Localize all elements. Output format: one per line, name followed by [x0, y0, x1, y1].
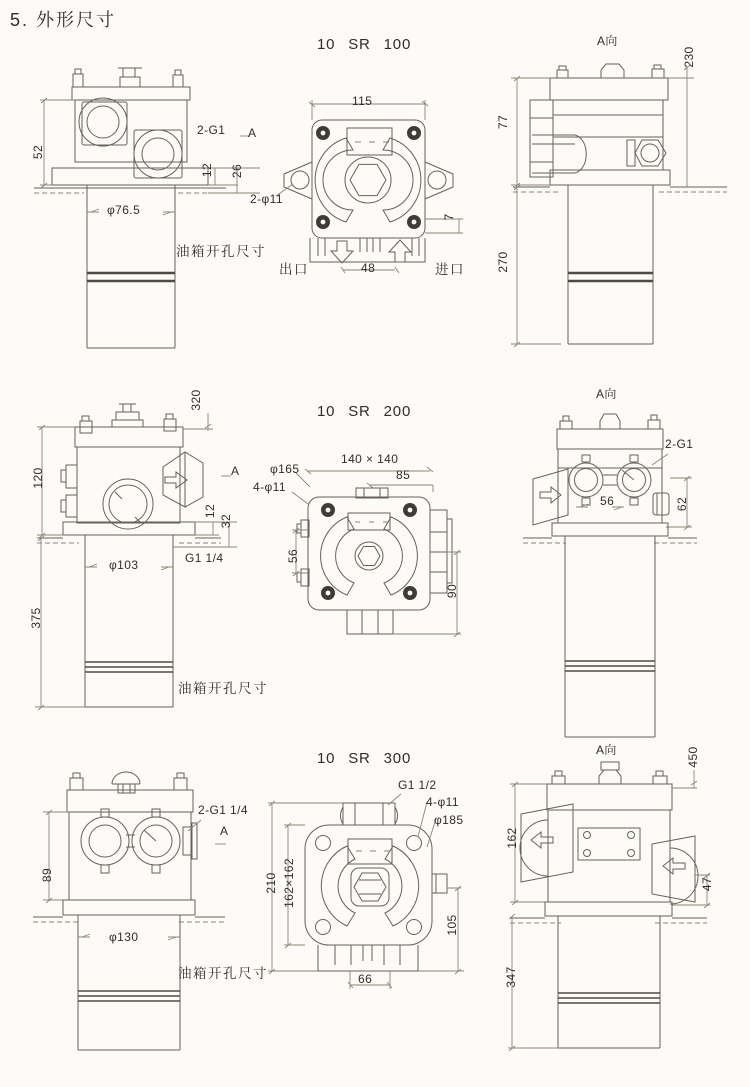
dim-sr300-top-105: 105: [445, 914, 459, 936]
dim-sr200-front-120: 120: [31, 467, 45, 489]
label-sr200-side-ports: 2-G1: [665, 437, 694, 451]
label-sr300-front-view-a: A: [220, 824, 229, 838]
dim-sr300-side-47: 47: [700, 876, 714, 892]
dim-sr200-top-90: 90: [445, 583, 459, 599]
dim-sr100-front-tube-dia: φ76.5: [107, 203, 141, 217]
dim-sr300-side-347: 347: [504, 966, 518, 988]
dim-sr200-top-circle-dia: φ165: [270, 462, 300, 476]
sr200-side-drawing: [510, 385, 730, 745]
dim-sr300-side-162: 162: [505, 827, 519, 849]
dim-sr100-top-7: 7: [442, 213, 456, 221]
page-title: 5. 外形尺寸: [10, 10, 117, 30]
label-sr300-top-holes: 4-φ11: [426, 795, 459, 809]
label-sr300-top-port: G1 1/2: [398, 778, 437, 792]
dim-sr200-top-flange: 140 × 140: [341, 452, 399, 466]
dim-sr300-top-circle-dia: φ185: [434, 813, 464, 827]
model-title-sr300: 10 SR 300: [317, 750, 412, 767]
label-sr200-top-holes: 4-φ11: [253, 480, 286, 494]
dim-sr100-top-48: 48: [361, 261, 376, 275]
dim-sr100-side-77: 77: [496, 114, 510, 130]
label-sr200-front-port: G1 1/4: [185, 551, 224, 565]
dim-sr300-top-flange: 162×162: [282, 858, 296, 908]
dim-sr300-front-89: 89: [40, 867, 54, 883]
sr100-side-drawing: [495, 22, 745, 352]
label-sr100-top-inlet: 进口: [435, 262, 465, 277]
dim-sr100-front-52: 52: [31, 144, 45, 160]
model-title-sr100: 10 SR 100: [317, 36, 412, 53]
model-title-sr200: 10 SR 200: [317, 403, 412, 420]
label-sr100-front-ports: 2-G1: [197, 123, 226, 137]
dim-sr300-front-tube-dia: φ130: [109, 930, 139, 944]
dim-sr200-front-32: 32: [219, 513, 233, 529]
dim-sr200-side-56: 56: [600, 494, 615, 508]
label-sr100-side-view-a: A向: [597, 34, 618, 48]
dim-sr200-front-320: 320: [189, 389, 203, 411]
note-sr300-tank-cutout: 油箱开孔尺寸: [178, 966, 268, 981]
dim-sr100-front-12: 12: [200, 162, 214, 178]
dim-sr300-top-66: 66: [358, 972, 373, 986]
dim-sr200-top-85: 85: [396, 468, 411, 482]
sr300-side-drawing: [495, 740, 725, 1070]
dim-sr100-front-26: 26: [230, 163, 244, 179]
dim-sr200-side-62: 62: [675, 496, 689, 512]
label-sr100-front-view-a: A: [248, 126, 257, 140]
note-sr200-tank-cutout: 油箱开孔尺寸: [178, 681, 268, 696]
label-sr100-top-holes: 2-φ11: [250, 192, 283, 206]
dim-sr200-front-12: 12: [203, 503, 217, 519]
note-sr100-tank-cutout: 油箱开孔尺寸: [176, 244, 266, 259]
dim-sr200-front-tube-dia: φ103: [109, 558, 139, 572]
sr200-front-drawing: [15, 385, 285, 720]
dim-sr200-front-375: 375: [29, 607, 43, 629]
label-sr100-top-outlet: 出口: [279, 262, 309, 277]
label-sr200-side-view-a: A向: [596, 387, 617, 401]
dim-sr100-side-270: 270: [496, 251, 510, 273]
dim-sr100-top-115: 115: [352, 94, 373, 108]
dim-sr100-side-230: 230: [682, 46, 696, 68]
label-sr300-side-view-a: A向: [596, 743, 617, 757]
dim-sr300-side-450: 450: [686, 746, 700, 768]
sr100-front-drawing: [28, 52, 268, 352]
label-sr300-front-ports: 2-G1 1/4: [198, 803, 248, 817]
dim-sr200-top-56: 56: [286, 548, 300, 564]
label-sr200-front-view-a: A: [231, 464, 240, 478]
dim-sr300-top-210: 210: [264, 872, 278, 894]
